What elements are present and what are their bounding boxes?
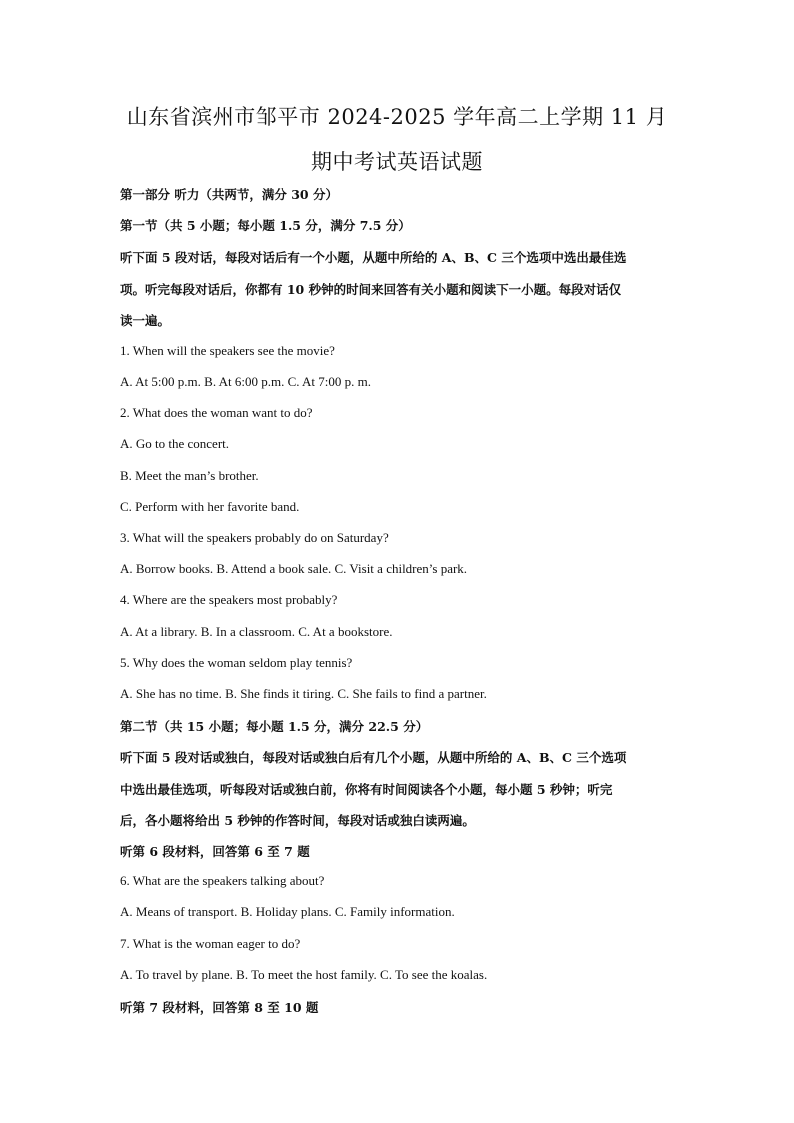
section2-instructions-line-2: 中选出最佳选项，听每段对话或独白前，你将有时间阅读各个小题，每小题 5 秒钟；听完 [120,782,613,797]
material-6-heading: 听第 6 段材料，回答第 6 至 7 题 [120,844,310,859]
section1-instructions-line-3: 读一遍。 [120,313,171,328]
question-4: 4. Where are the speakers most probably? [120,592,338,607]
question-1-options: A. At 5:00 p.m. B. At 6:00 p.m. C. At 7:00 p. m. [120,374,371,389]
section1-heading: 第一节（共 5 小题；每小题 1.5 分，满分 7.5 分） [120,218,411,233]
question-7: 7. What is the woman eager to do? [120,936,301,951]
question-6: 6. What are the speakers talking about? [120,873,325,888]
section2-instructions-line-1: 听下面 5 段对话或独白，每段对话或独白后有几个小题，从题中所给的 A、B、C 三个选项 [120,750,627,765]
material-7-heading: 听第 7 段材料，回答第 8 至 10 题 [120,1000,319,1015]
question-2: 2. What does the woman want to do? [120,405,313,420]
part1-heading: 第一部分 听力（共两节，满分 30 分） [120,187,338,202]
question-1: 1. When will the speakers see the movie? [120,343,335,358]
question-3: 3. What will the speakers probably do on Saturday? [120,530,389,545]
section1-instructions-line-1: 听下面 5 段对话，每段对话后有一个小题，从题中所给的 A、B、C 三个选项中选出最佳选 [120,250,627,265]
question-2-option-c: C. Perform with her favorite band. [120,499,300,514]
question-4-options: A. At a library. B. In a classroom. C. At a bookstore. [120,624,393,639]
section2-instructions-line-3: 后，各小题将给出 5 秒钟的作答时间，每段对话或独白读两遍。 [120,813,475,828]
question-3-options: A. Borrow books. B. Attend a book sale. C. Visit a children’s park. [120,561,468,576]
exam-title-line-1: 山东省滨州市邹平市 2024-2025 学年高二上学期 11 月 [126,105,668,129]
section2-heading: 第二节（共 15 小题；每小题 1.5 分，满分 22.5 分） [120,719,429,734]
question-6-options: A. Means of transport. B. Holiday plans. C. Family information. [120,904,455,919]
question-5: 5. Why does the woman seldom play tennis? [120,655,353,670]
question-2-option-a: A. Go to the concert. [120,436,230,451]
question-5-options: A. She has no time. B. She finds it tiring. C. She fails to find a partner. [120,686,487,701]
question-7-options: A. To travel by plane. B. To meet the host family. C. To see the koalas. [120,967,488,982]
question-2-option-b: B. Meet the man’s brother. [120,468,259,483]
section1-instructions-line-2: 项。听完每段对话后，你都有 10 秒钟的时间来回答有关小题和阅读下一小题。每段对话仅 [120,282,622,297]
exam-title-line-2: 期中考试英语试题 [311,150,483,174]
